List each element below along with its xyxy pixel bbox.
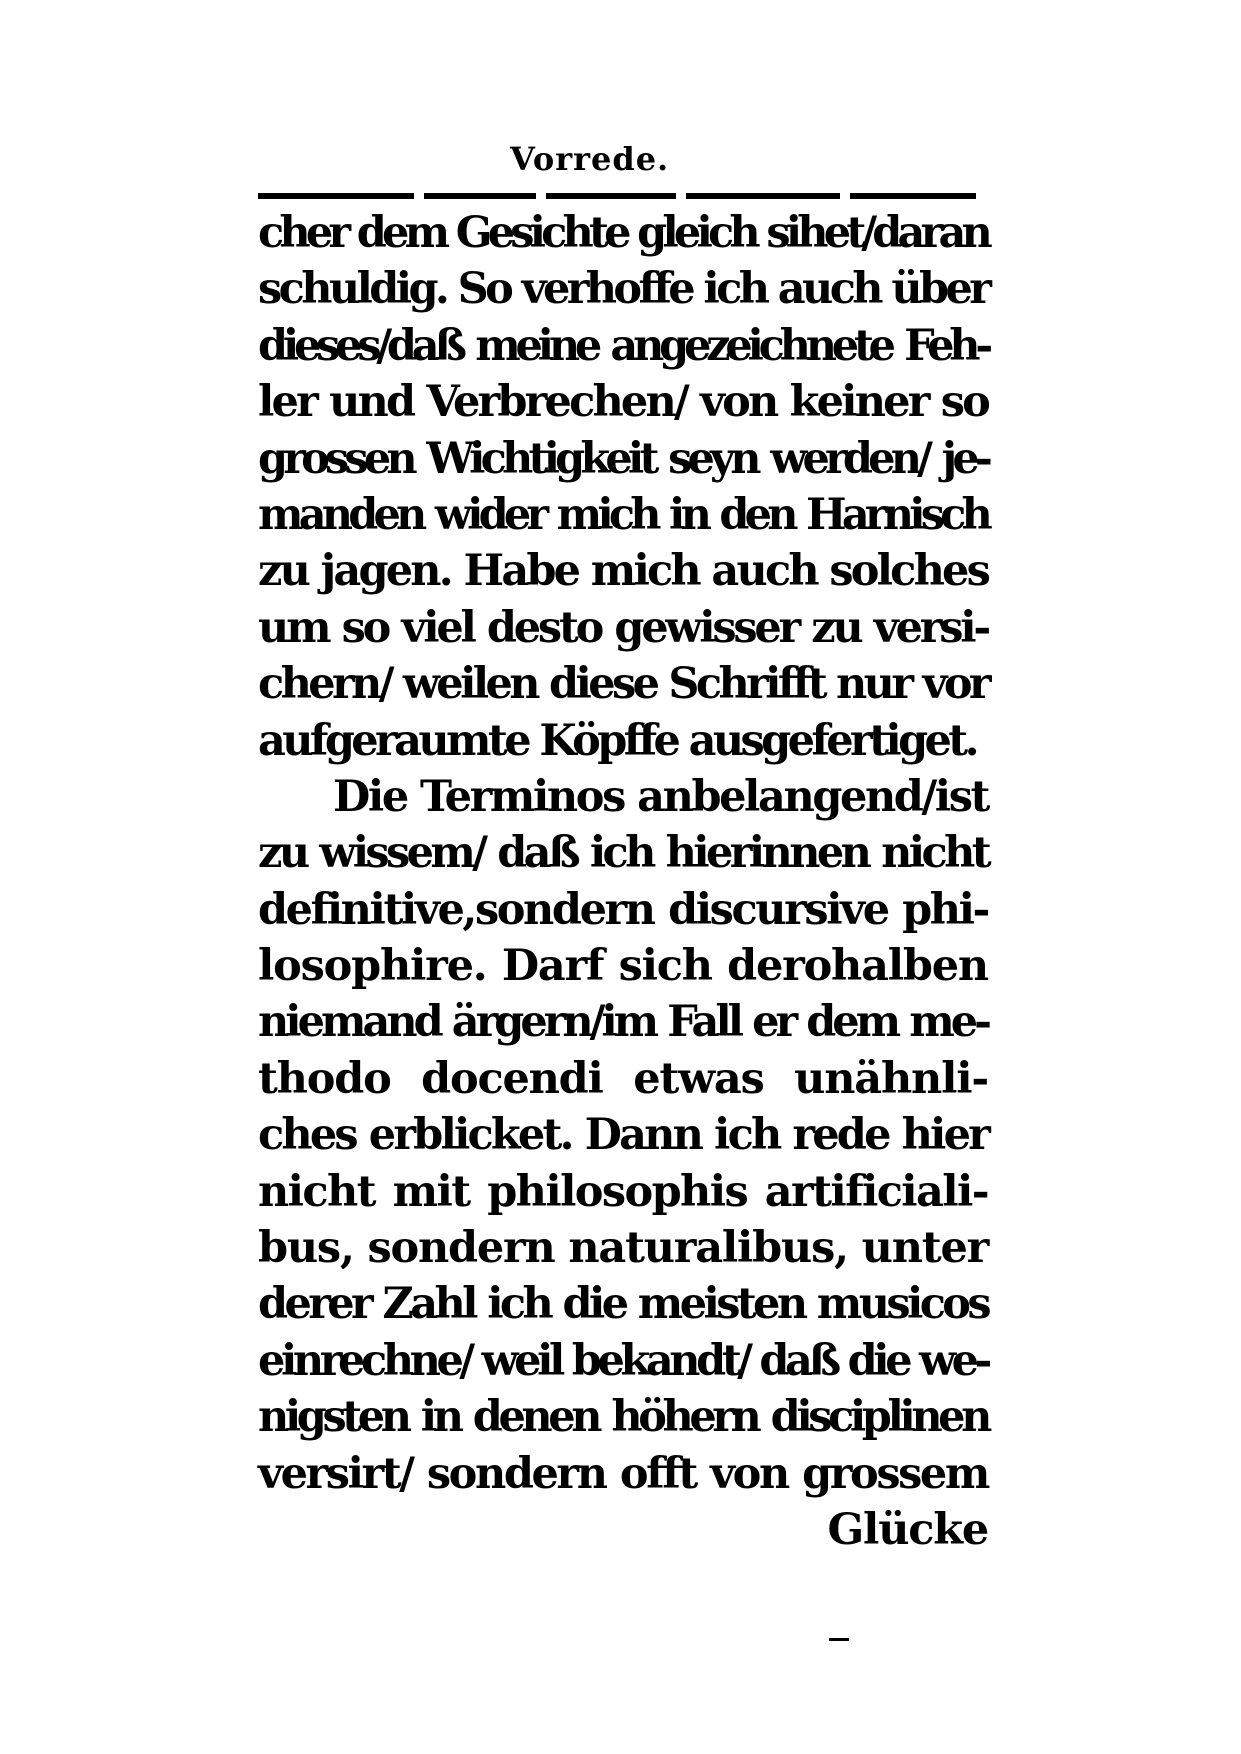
text-line: ler und Verbrechen/ von keiner so (258, 377, 988, 428)
text-line: aufgeraumte Köpffe ausgefertiget. (258, 715, 976, 766)
text-line: manden wider mich in den Harnisch (258, 489, 988, 540)
text-line: cher dem Gesichte gleich sihet/daran (258, 208, 988, 258)
stray-ink-mark (829, 1638, 849, 1641)
text-line: ches erblicket. Dann ich rede hier (258, 1110, 988, 1161)
text-line: zu wissem/ daß ich hierinnen nicht (258, 828, 988, 879)
body-text (258, 205, 988, 1558)
header-rule (258, 193, 976, 199)
text-line: losophire. Darf sich derohalben (258, 941, 988, 992)
text-line: derer Zahl ich die meisten musicos (258, 1279, 988, 1330)
rule-break (676, 192, 686, 200)
rule-break (536, 192, 546, 200)
text-line: thodo docendi etwas unähnli- (258, 1053, 988, 1104)
text-line: chern/ weilen diese Schrifft nur vor (258, 659, 988, 710)
text-line: nigsten in denen höhern disciplinen (258, 1392, 988, 1443)
catchword: Glücke (827, 1504, 988, 1555)
text-line: versirt/ sondern offt von grossem (258, 1448, 988, 1499)
text-line: nicht mit philosophis artificiali- (258, 1166, 988, 1217)
text-line: Die Terminos anbelangend/ist (333, 771, 988, 822)
text-line: schuldig. So verhoffe ich auch über (258, 264, 989, 315)
rule-break (840, 192, 850, 200)
rule-break (414, 192, 424, 200)
text-line: um so viel desto gewisser zu versi- (258, 602, 988, 653)
text-line: definitive,sondern discursive phi- (258, 884, 988, 935)
text-line: bus, sondern naturalibus, unter (258, 1223, 989, 1274)
text-line: niemand ärgern/im Fall er dem me- (258, 997, 988, 1048)
text-line: einrechne/ weil bekandt/ daß die we- (258, 1335, 988, 1386)
text-line: dieses/daß meine angezeichnete Feh- (258, 320, 988, 371)
running-head: Vorrede. (510, 140, 670, 178)
text-line: grossen Wichtigkeit seyn werden/ je- (258, 433, 988, 484)
text-line: zu jagen. Habe mich auch solches (258, 546, 988, 597)
